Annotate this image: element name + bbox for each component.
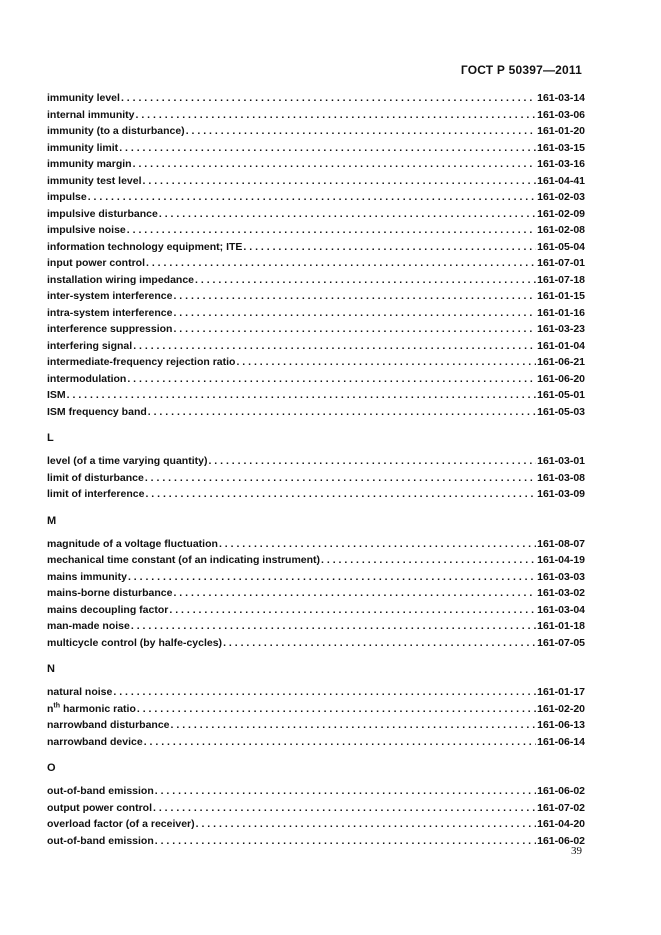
dot-leader	[173, 321, 536, 338]
index-reference: 161-03-09	[537, 488, 585, 500]
index-entry	[47, 734, 585, 751]
index-entry	[47, 486, 585, 503]
index-term: impulsive disturbance	[47, 207, 158, 220]
index-term: intermediate-frequency rejection ratio	[47, 356, 236, 368]
index-entry	[47, 305, 585, 322]
dot-leader	[171, 717, 537, 734]
dot-leader	[155, 833, 536, 850]
index-reference: 161-07-01	[537, 257, 585, 269]
dot-leader	[219, 536, 536, 553]
index-entry	[47, 404, 585, 421]
index-entry	[47, 470, 585, 487]
index-entry	[47, 255, 585, 272]
index-entry	[47, 90, 585, 107]
dot-leader	[155, 783, 536, 800]
index-term: immunity limit	[47, 141, 119, 154]
dot-leader	[145, 486, 536, 503]
index-entry	[47, 140, 585, 157]
index-entry	[47, 618, 585, 635]
index-entry	[47, 816, 585, 833]
dot-leader	[113, 684, 536, 701]
index-term: narrowband device	[47, 735, 143, 748]
index-entry	[47, 371, 585, 388]
index-reference: 161-01-15	[537, 290, 585, 302]
index-reference: 161-06-21	[537, 356, 585, 368]
index-reference: 161-05-04	[537, 240, 585, 253]
dot-leader	[195, 272, 536, 289]
index-term: immunity level	[47, 92, 120, 104]
index-reference: 161-06-02	[537, 834, 585, 847]
index-reference: 161-03-23	[537, 323, 585, 335]
dot-leader	[169, 602, 536, 619]
index-term: magnitude of a voltage fluctuation	[47, 537, 218, 550]
index-entry	[47, 222, 585, 239]
index-term: intermodulation	[47, 372, 127, 385]
index-reference: 161-02-20	[537, 702, 585, 715]
dot-leader	[196, 816, 536, 833]
dot-leader	[159, 206, 536, 223]
index-reference: 161-01-04	[537, 339, 585, 352]
section-letter: L	[47, 432, 54, 444]
index-entry	[47, 107, 585, 124]
index-entry	[47, 684, 585, 701]
section-letter: O	[47, 762, 56, 774]
index-entry	[47, 552, 585, 569]
index-term: ISM frequency band	[47, 405, 147, 418]
dot-leader	[119, 140, 536, 157]
dot-leader	[148, 404, 536, 421]
index-term: impulse	[47, 191, 87, 203]
dot-leader	[186, 123, 536, 140]
index-reference: 161-06-14	[537, 735, 585, 748]
dot-leader	[133, 338, 536, 355]
index-term: out-of-band emission	[47, 834, 154, 847]
index-entry	[47, 453, 585, 470]
index-term: natural noise	[47, 686, 113, 698]
index-entry	[47, 536, 585, 553]
dot-leader	[127, 371, 536, 388]
index-term: impulsive noise	[47, 224, 126, 236]
dot-leader	[223, 635, 536, 652]
index-reference: 161-04-19	[537, 554, 585, 566]
dot-leader	[133, 156, 537, 173]
index-reference: 161-06-20	[537, 372, 585, 385]
index-reference: 161-06-13	[537, 719, 585, 731]
document-header: ГОСТ Р 50397—2011	[460, 63, 582, 77]
index-entry	[47, 206, 585, 223]
dot-leader	[128, 569, 536, 586]
dot-leader	[136, 107, 537, 124]
index-reference: 161-07-18	[537, 273, 585, 286]
index-reference: 161-04-20	[537, 818, 585, 830]
index-entry	[47, 123, 585, 140]
index-reference: 161-05-01	[537, 389, 585, 401]
section-letter: N	[47, 663, 55, 675]
dot-leader	[236, 354, 536, 371]
index-term: information technology equipment; ITE	[47, 240, 243, 253]
index-reference: 161-04-41	[537, 174, 585, 187]
index-reference: 161-01-18	[537, 620, 585, 632]
index-reference: 161-03-15	[537, 141, 585, 154]
index-term	[47, 701, 136, 718]
index-reference: 161-05-03	[537, 405, 585, 418]
dot-leader	[67, 387, 536, 404]
index-term: limit of disturbance	[47, 471, 144, 484]
index-entry	[47, 585, 585, 602]
index-reference: 161-01-16	[537, 306, 585, 319]
index-term: multicycle control (by halfe-cycles)	[47, 636, 223, 649]
dot-leader	[127, 222, 536, 239]
index-term-superscript: th	[53, 702, 61, 709]
dot-leader	[173, 585, 536, 602]
dot-leader	[173, 288, 536, 305]
index-reference: 161-03-04	[537, 603, 585, 616]
index-term: immunity margin	[47, 158, 132, 170]
index-term: mains-borne disturbance	[47, 587, 173, 599]
index-entry	[47, 272, 585, 289]
index-term: interfering signal	[47, 339, 133, 352]
index-reference: 161-07-05	[537, 636, 585, 649]
index-term: ISM	[47, 389, 66, 401]
index-entry	[47, 783, 585, 800]
index-reference: 161-03-01	[537, 455, 585, 467]
index-reference: 161-01-17	[537, 686, 585, 698]
index-reference: 161-03-06	[537, 108, 585, 121]
index-entry	[47, 833, 585, 850]
index-entry	[47, 189, 585, 206]
index-term: immunity (to a disturbance)	[47, 125, 185, 137]
index-term: interference suppression	[47, 323, 173, 335]
index-entry	[47, 288, 585, 305]
index-term: mains decoupling factor	[47, 603, 169, 616]
index-entry	[47, 800, 585, 817]
dot-leader	[153, 800, 536, 817]
index-reference: 161-02-09	[537, 207, 585, 220]
index-term: overload factor (of a receiver)	[47, 818, 195, 830]
index-reference: 161-03-03	[537, 570, 585, 583]
dot-leader	[208, 453, 536, 470]
index-entry	[47, 156, 585, 173]
index-term: output power control	[47, 801, 152, 814]
dot-leader	[173, 305, 536, 322]
dot-leader	[143, 173, 537, 190]
index-entry	[47, 701, 585, 718]
index-entry	[47, 635, 585, 652]
index-entry	[47, 338, 585, 355]
index-entry	[47, 569, 585, 586]
dot-leader	[121, 90, 536, 107]
section-letter: M	[47, 514, 57, 527]
index-reference: 161-02-08	[537, 224, 585, 236]
index-term: mechanical time constant (of an indicating instrument)	[47, 554, 321, 566]
index-entry	[47, 321, 585, 338]
index-term: installation wiring impedance	[47, 273, 195, 286]
index-entry	[47, 173, 585, 190]
dot-leader	[321, 552, 536, 569]
index-reference: 161-03-16	[537, 158, 585, 170]
index-term: intra-system interference	[47, 306, 173, 319]
index-term: level (of a time varying quantity)	[47, 455, 208, 467]
dot-leader	[146, 255, 536, 272]
dot-leader	[137, 701, 536, 718]
index-term: mains immunity	[47, 570, 127, 583]
index-term: input power control	[47, 257, 145, 269]
index-reference: 161-07-02	[537, 801, 585, 814]
index-term: internal immunity	[47, 108, 135, 121]
index-term: inter-system interference	[47, 290, 173, 302]
index-reference: 161-06-02	[537, 785, 585, 797]
index-reference: 161-01-20	[537, 125, 585, 137]
index-term: man-made noise	[47, 620, 130, 632]
index-term-text: harmonic ratio	[60, 702, 136, 715]
dot-leader	[144, 734, 536, 751]
dot-leader	[131, 618, 536, 635]
index-reference: 161-02-03	[537, 191, 585, 203]
dot-leader	[243, 239, 536, 256]
term-index	[47, 90, 585, 849]
index-entry	[47, 354, 585, 371]
index-entry	[47, 602, 585, 619]
dot-leader	[88, 189, 536, 206]
index-reference: 161-03-02	[537, 587, 585, 599]
index-term: narrowband disturbance	[47, 719, 170, 731]
index-reference: 161-03-08	[537, 471, 585, 484]
index-term: out-of-band emission	[47, 785, 154, 797]
page-number: 39	[571, 845, 582, 857]
index-term: immunity test level	[47, 174, 142, 187]
index-entry	[47, 239, 585, 256]
index-entry	[47, 387, 585, 404]
index-term: limit of interference	[47, 488, 145, 500]
index-term-prefix: n	[47, 702, 54, 715]
index-entry	[47, 717, 585, 734]
dot-leader	[145, 470, 536, 487]
index-reference: 161-08-07	[537, 537, 585, 550]
index-reference: 161-03-14	[537, 92, 585, 104]
